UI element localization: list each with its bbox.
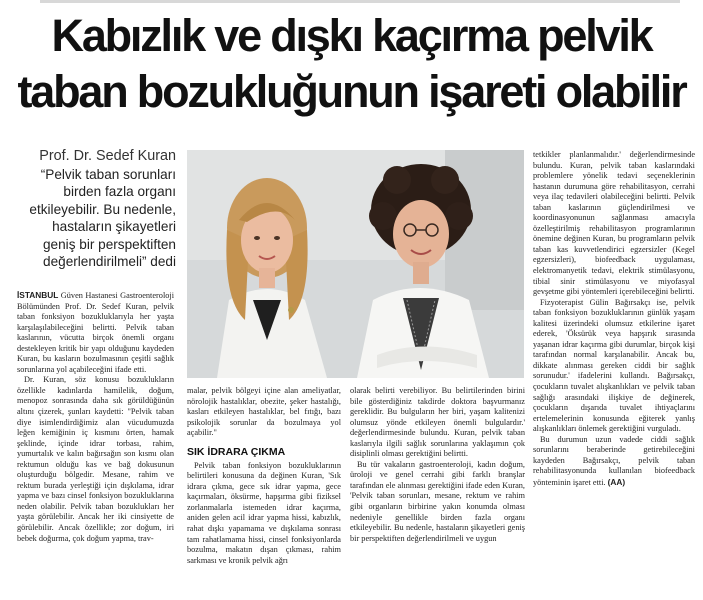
column-4-paragraph-2: Fizyoterapist Gülin Bağırsakçı ise, pelvik taban fonksiyon bozukluklarının günlük yaşam kalitesi üzerindeki olumsuz etkilerine işaret ederek, 'Öksürük veya hapşırık sırasında yaşanan idrar kaçırma gibi durumlar, birçok kişi tarafından normal karşılanabilir. Ancak bu, dikkate alınması gereken ciddi bir sağlık sorunudur.' ifadelerini kullandı. Bağırsakçı, çocukların tuvalet alışkanlıkları ve pelvik taban sağlığı arasındaki ilişkiye de değinerek, çocukların dışarıda tuvalet ihtiyaçlarını ertelemelerinin konusunda eğiterek yanlış alışkanlıkları önlemek gerektiğini vurguladı. — [533, 297, 695, 434]
two-doctors-portrait-illustration — [187, 150, 524, 378]
column-3-paragraph-1: olarak belirti verebiliyor. Bu belirtilerinden birini bile gösterdiğiniz takdirde doktora başvurmanız gereklidir. Bu bulguların her biri, yaşam kalitenizi olumsuz yönde etkileyen önemli bulgulardır.' değerlendirmesinde bulundu. Kuran, pelvik taban kaslarıyla ilgili sağlık sorunlarına yaklaşımın çok disiplinli olması gerektiğini belirtti. — [350, 386, 525, 459]
article-photo — [187, 150, 524, 378]
column-1-paragraph-1 — [17, 290, 174, 375]
paragraph-text: Güven Hastanesi Gastroenteroloji Bölümünden Prof. Dr. Sedef Kuran, pelvik taban fonksiyon bozukluklarıyla her yaşta karşılaşılabileceğini belirtti. Pelvik taban kaslarının, vücutta birçok önemli organı destekleyen kritik bir yapı olduğunu kaydeden Kuran, bu kasların bozulmasının çeşitli sağlık sorunlarına yol açabileceğini ifade etti. — [17, 291, 175, 374]
headline-line-2: taban bozukluğunun işareti olabilir — [17, 66, 686, 117]
section-subhead: SIK İDRARA ÇIKMA — [187, 445, 286, 458]
deck-quote-text: “Pelvik taban sorunları birden fazla organı etkileyebilir. Bu nedenle, hastaların şikayetleri geniş bir perspektiften değerlendirilmeli” dedi — [29, 166, 176, 269]
top-rule — [40, 0, 680, 3]
article-column-3 — [350, 386, 525, 544]
column-4-paragraph-3 — [533, 435, 695, 489]
article-column-1 — [17, 290, 174, 544]
deck-author-name: Prof. Dr. Sedef Kuran — [39, 148, 176, 164]
column-3-paragraph-2: Bu tür vakaların gastroenteroloji, kadın doğum, üroloji ve genel cerrahi gibi farklı branşlar tarafından ele alınması gerektiğini ifade eden Kuran, 'Pelvik taban sorunları, mesane, rektum ve rahim gibi organların birbirine yakın konumda olması nedeniyle genellikle birden fazla organı etkileyebilir. Bu nedenle, hastaların şikayetleri geniş bir perspektiften değerlendirilmeli ve uygun — [350, 459, 525, 543]
column-4-paragraph-1: tetkikler planlanmalıdır.' değerlendirmesinde bulundu. Kuran, pelvik taban kaslarındaki problemlere yönelik tedavi seçeneklerinin hastanın durumuna göre rehabilitasyon, cerrahi veya ilaç tedavileri olabileceğini belirtti. Pelvik taban kaslarının güçlendirilmesi ve koordinasyonunun sağlanması amacıyla özelleştirilmiş rehabilitasyon programlarının önemine değinen Kuran, bu programların pelvik taban kas kuvvetlendirici egzersizler (Kegel egzersizleri), biofeedback uygulaması, elektromanyetik tedavi, elektrik stimülasyonu, tibial sinir stimülasyonu ve miyofasyal gevşetme gibi yöntemleri içerebileceğini belirtti. — [533, 150, 695, 297]
article-column-4 — [533, 150, 695, 489]
column-2-paragraph-1: malar, pelvik bölgeyi içine alan ameliyatlar, nörolojik hastalıklar, obezite, şeker hastalığı, kasları etkileyen hastalıklar, bel fıtığı, bazı psikolojik sorunlar da bozulmaya yol açabilir." — [187, 386, 341, 438]
headline-line-1: Kabızlık ve dışkı kaçırma pelvik — [51, 10, 652, 61]
column-1-paragraph-2: Dr. Kuran, söz konusu bozuklukların özellikle kadınlarda hamilelik, doğum, menopoz sonrasında daha sık görüldüğünün altını çizerek, şunları kaydetti: "Pelvik taban diye isimlendirdiğimiz alan vücudumuzda leğen kemiğinin iç kısmını örten, hamak şeklinde, içinde idrar torbası, rahim, yumurtalık ve kalın bağırsağın son kısmı olan rektumun olduğu kas ve bağ dokusunun oluşturduğu bölgedir. Mesane, rahim ve rektum burada yerleştiği için dışkılama, idrar yapma ve bazı cinsel fonksiyon bozukluklarına neden olabilir. Pelvik taban bozuklukları her yaşta görülebilir. Ancak her iki cinsiyette de görülebilir. Ancak özellikle; zor doğum, iri bebek doğurma, çok doğum yapma, trav- — [17, 375, 174, 543]
paragraph-text: Bu durumun uzun vadede ciddi sağlık sorunlarını beraberinde getirebileceğini kaydeden Bağırsakçı, pelvik taban rehabilitasyonunda kullanılan biofeedback yönteminin işaret etti. — [533, 434, 695, 487]
agency-signature: (AA) — [607, 476, 626, 487]
deck-quote-block — [18, 148, 176, 271]
dateline: İSTANBUL — [17, 290, 59, 300]
article-column-2 — [187, 386, 341, 566]
column-2-paragraph-2: Pelvik taban fonksiyon bozukluklarının belirtileri konusuna da değinen Kuran, 'Sık idrara çıkma, gece sık idrar yapma, gece kaçırmaları, öksürme, hapşırma gibi fiziksel zorlanmalarla istemeden idrar kaçırma, aniden gelen acil idrar yapma hissi, kabızlık, rahat dışkı yapamama ve dışkılama sonrası tam rahatlamama hissi, cinsel fonksiyonlarda bozulma, makatın dışan çıkması, rahim sarkması ve kronik pelvik ağrı — [187, 460, 341, 565]
